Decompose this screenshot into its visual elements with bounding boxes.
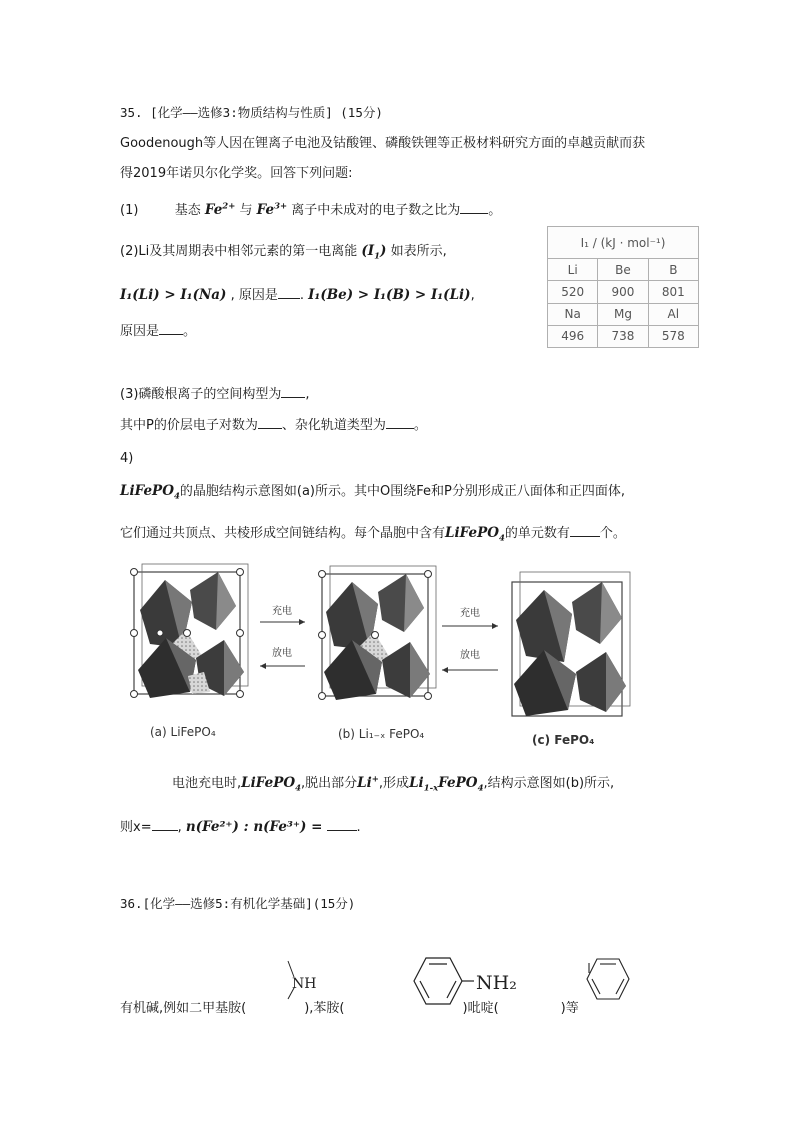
q35-part5: 电池充电时,LiFePO$_4$,脱出部分Li+,形成$Li_{1-x}FePO_4$,结构示意图如(b)所示, [172, 774, 615, 794]
arrow-group-1 [260, 604, 305, 669]
answer-blank [159, 322, 183, 335]
q36-line1: 有机碱,例如二甲基胺( ),苯胺( )吡啶( )等 [120, 1001, 579, 1016]
table-cell: 801 [648, 281, 698, 303]
q35-part6: 则x= , n(Fe²⁺) : n(Fe³⁺) = . [120, 819, 361, 835]
table-cell: Mg [598, 303, 648, 325]
q36-title: 36.[化学——选修5:有机化学基础](15分) [120, 896, 356, 911]
table-cell: 520 [548, 281, 598, 303]
q35-part4: LiFePO$_4$的晶胞结构示意图如(a)所示。其中O围绕Fe和P分别形成正八面体和正四面体, [120, 483, 625, 502]
part2-mid: , 原因是 [230, 288, 278, 303]
table-cell: Na [548, 303, 598, 325]
q35-intro-line1: Goodenough等人因在锂离子电池及钴酸锂、磷酸铁锂等正极材料研究方面的卓越贡献而获 [120, 136, 646, 151]
arrow-head [492, 623, 498, 629]
part1-text-c: 离子中未成对的电子数之比为 [291, 203, 461, 218]
part1-label: (1) [120, 203, 139, 218]
table-cell: B [648, 259, 698, 281]
part1-text-b: 与 [239, 203, 253, 218]
arrow-group-2 [442, 606, 498, 673]
arrow-head [260, 663, 266, 669]
table-cell: Li [548, 259, 598, 281]
aniline-structure [406, 953, 524, 1015]
table-cell: Be [598, 259, 648, 281]
arrow2-bottom-label: 放电 [460, 650, 480, 661]
answer-blank [386, 416, 414, 429]
q35-part1: (1) 基态 $Fe^{2+}$ 与 $Fe^{3+}$ 离子中未成对的电子数之比为 。 [120, 201, 502, 218]
q35-title: 35. [化学——选修3:物质结构与性质] (15分) [120, 105, 383, 120]
ionization-energy-table [547, 226, 699, 348]
caption-c: (c) FePO₄ [532, 733, 595, 747]
table-cell: 900 [598, 281, 648, 303]
answer-blank [258, 416, 282, 429]
part2-text-end: 如表所示, [390, 244, 447, 259]
dimethylamine-structure [282, 955, 322, 1000]
table-cell: 578 [648, 325, 698, 347]
expr-li-na: I₁(Li) > I₁(Na) [120, 287, 227, 303]
li1-xfepo4-formula: $Li_{1-x}FePO_4$ [409, 775, 484, 794]
q35-part3-line2: 其中P的价层电子对数为 、杂化轨道类型为 。 [120, 418, 427, 433]
arrow2-top-label: 充电 [460, 608, 480, 619]
crystal-structure-figure [120, 560, 645, 755]
cell-c [512, 572, 630, 716]
q35-intro-line2: 得2019年诺贝尔化学奖。回答下列问题: [120, 166, 353, 181]
q35-part2 [120, 242, 447, 261]
lifepo4-formula: LiFePO$_4$ [120, 483, 180, 502]
lifepo4-formula: LiFePO$_4$ [445, 525, 505, 544]
arrow-head [299, 619, 305, 625]
fe2-symbol: $Fe^{2+}$ [204, 201, 236, 218]
nh-label: NH [292, 976, 317, 992]
table-cell: Al [648, 303, 698, 325]
nh2-label: NH₂ [476, 972, 517, 994]
pyridine-structure [583, 955, 635, 1003]
cell-b [319, 566, 437, 700]
q35-part2-reason: 原因是 。 [120, 324, 197, 339]
answer-blank [278, 286, 300, 299]
answer-blank [570, 524, 600, 537]
arrow-head [442, 667, 448, 673]
caption-b: (b) Li₁₋ₓ FePO₄ [338, 727, 425, 741]
expr-be-b-li: I₁(Be) > I₁(B) > I₁(Li) [308, 287, 471, 303]
li-ion-symbol: Li+ [357, 774, 379, 791]
table-cell: 496 [548, 325, 598, 347]
i1-symbol: $(I_1)$ [361, 243, 387, 262]
q35-part4-line2: 它们通过共顶点、共棱形成空间链结构。每个晶胞中含有LiFePO$_4$的单元数有 个。 [120, 525, 626, 544]
answer-blank [152, 818, 178, 831]
q35-part4-label: 4) [120, 451, 134, 466]
part2-text: (2)Li及其周期表中相邻元素的第一电离能 [120, 244, 358, 259]
q35-part3: (3)磷酸根离子的空间构型为 , [120, 387, 310, 402]
lifepo4-formula: LiFePO$_4$ [241, 775, 302, 794]
answer-blank [460, 201, 488, 214]
arrow1-top-label: 充电 [272, 606, 292, 617]
part1-text-a: 基态 [174, 203, 201, 218]
fe-ratio-expression: n(Fe²⁺) : n(Fe³⁺) = [185, 819, 323, 835]
q35-part2-expr: I₁(Li) > I₁(Na) , 原因是 . I₁(Be) > I₁(B) > I₁(Li), [120, 287, 475, 303]
caption-a: (a) LiFePO₄ [150, 725, 216, 739]
fe3-symbol: $Fe^{3+}$ [256, 201, 288, 218]
cell-a [131, 564, 249, 698]
table-cell: 738 [598, 325, 648, 347]
answer-blank [281, 385, 305, 398]
arrow1-bottom-label: 放电 [272, 648, 292, 659]
answer-blank [327, 818, 357, 831]
table-header: I₁ / (kJ · mol⁻¹) [548, 227, 699, 259]
